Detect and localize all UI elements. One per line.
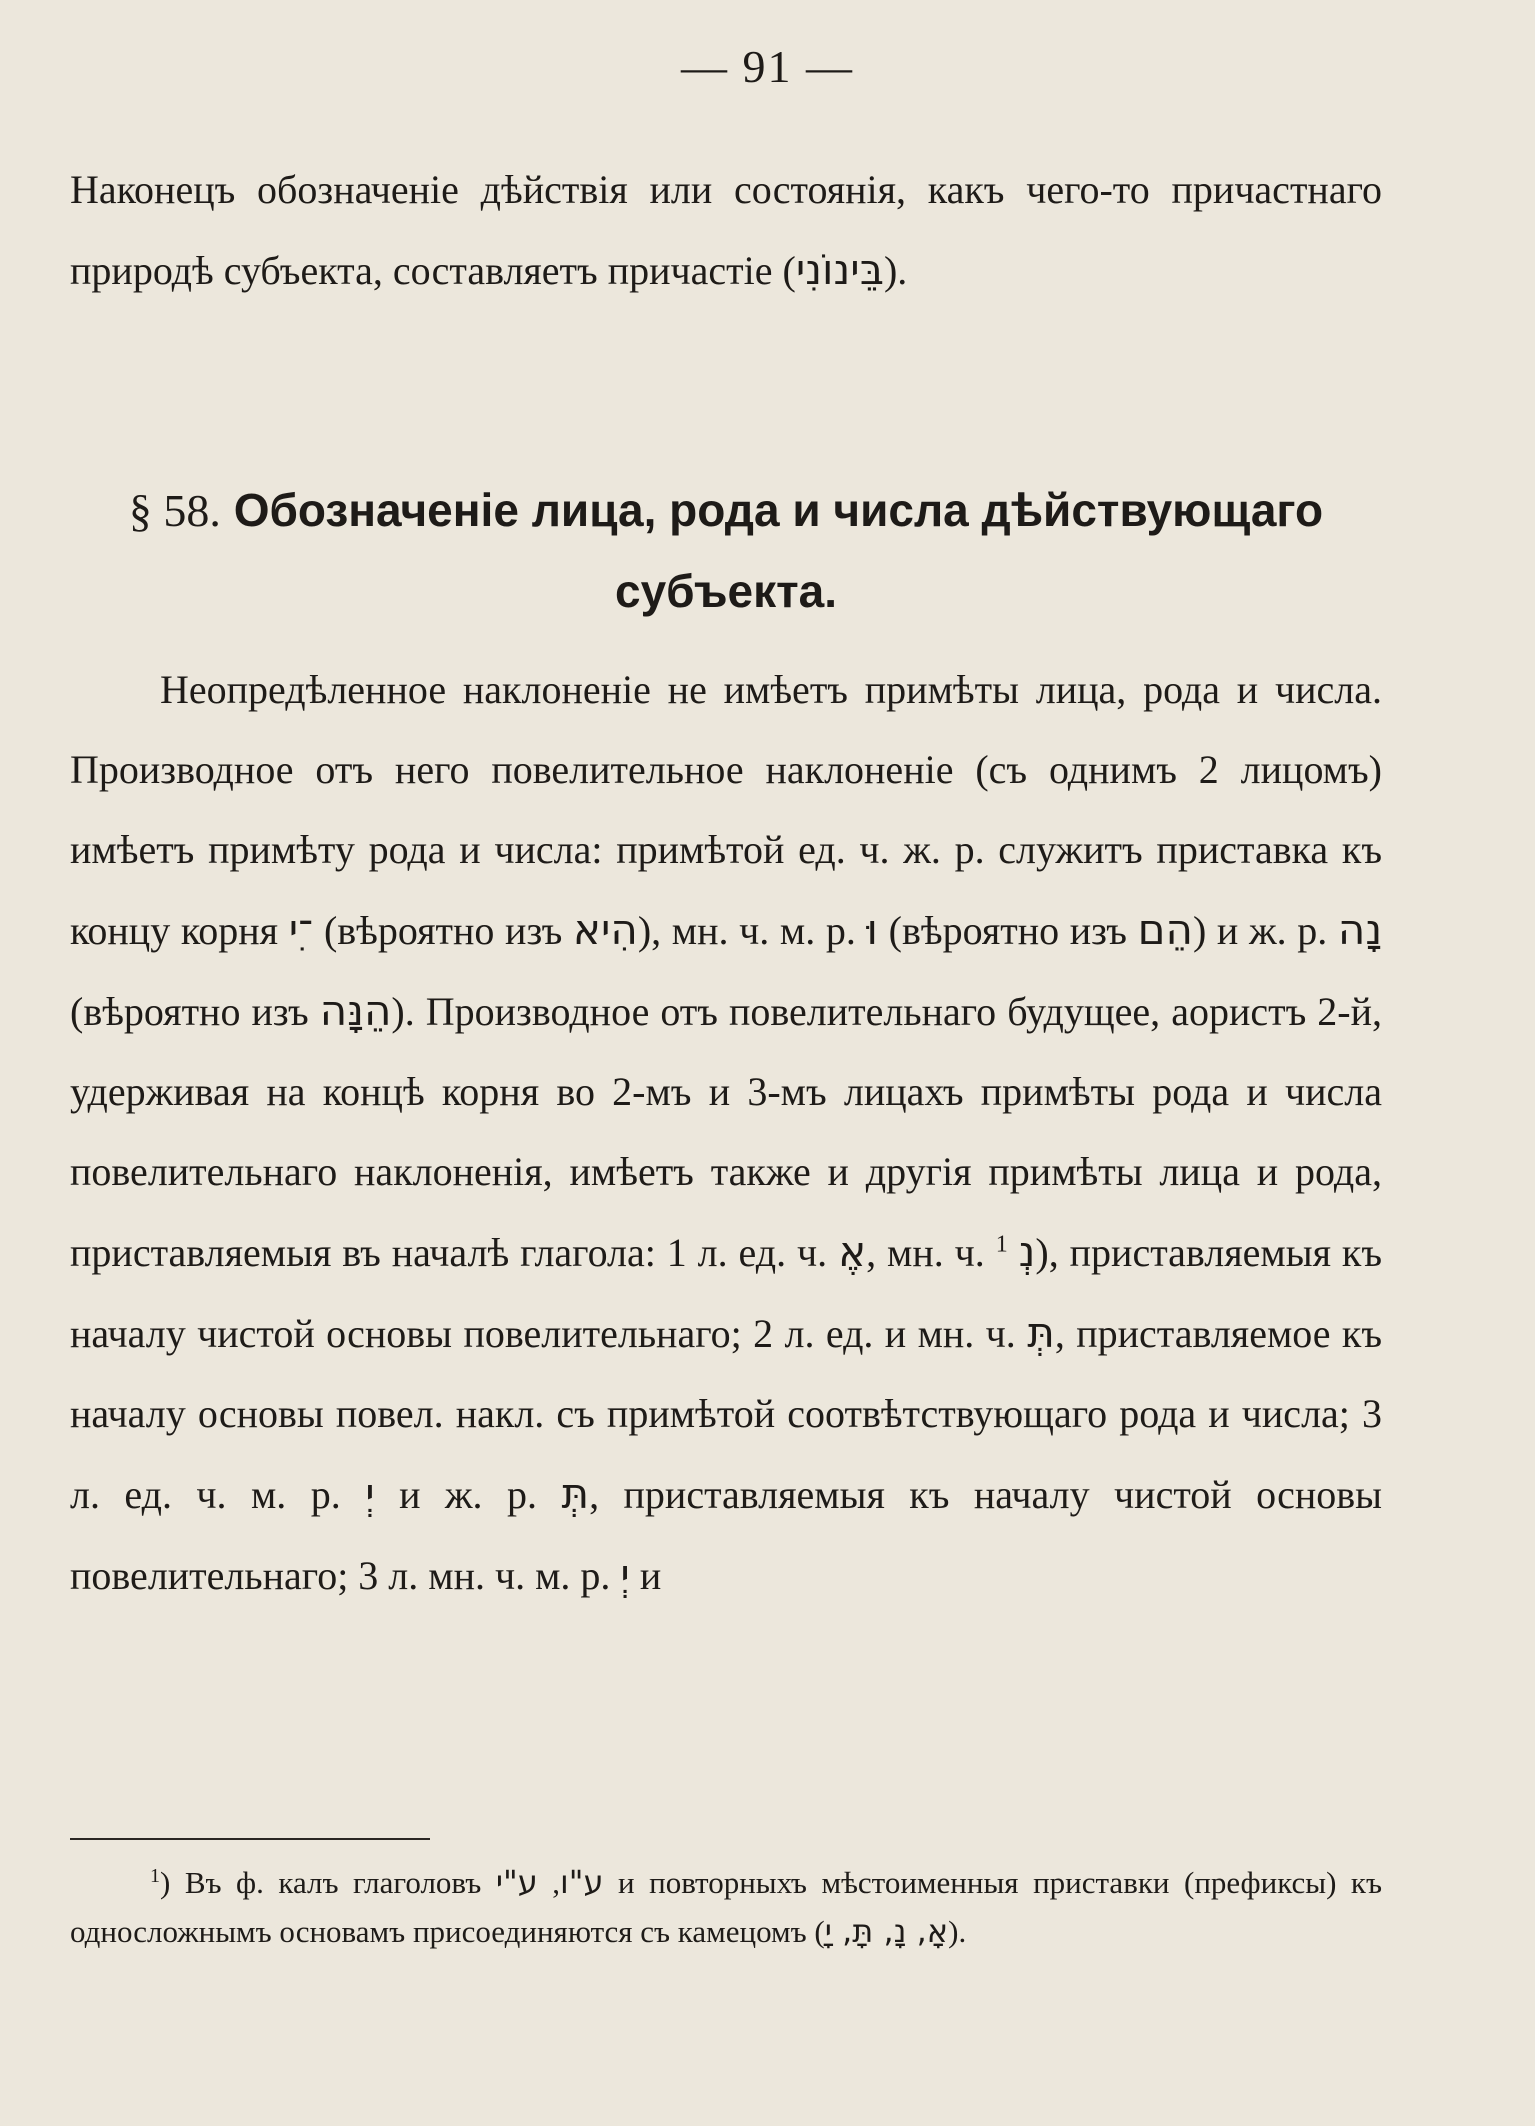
page-number: — 91 — [681, 41, 854, 92]
footnote-separator: , [552, 1865, 561, 1900]
hebrew-prefixes: אָ, נָ, תָּ, יָ [824, 1912, 949, 1950]
hebrew-word: הֵם [1137, 905, 1193, 954]
hebrew-suffix: נָה [1337, 905, 1383, 954]
paragraph-text: (вѣроятно изъ [888, 908, 1127, 953]
paragraph-text: и ж. р. [399, 1472, 537, 1517]
section-heading [70, 470, 1382, 631]
footnote-divider [70, 1838, 430, 1840]
footnote-text-end: ). [948, 1914, 967, 1949]
section-number: § 58. [128, 485, 221, 536]
main-paragraph [70, 650, 1382, 1616]
hebrew-prefix: תְּ [561, 1469, 590, 1518]
paragraph-text: ). Производное отъ повелительнаго будущее, аористъ 2-й, удерживая на концѣ корня во 2-мъ и 3-мъ лицахъ примѣты рода и числа повелительнаго наклоненія, имѣетъ также и другія примѣты лица и рода, приставляемыя въ началѣ глагола: 1 л. ед. ч. [70, 989, 1383, 1275]
hebrew-word: הֵנָּה [319, 986, 392, 1035]
hebrew-suffix: ִ־י [288, 905, 314, 954]
intro-paragraph [70, 150, 1382, 311]
hebrew-word: הִיא [572, 905, 638, 954]
footnote-reference[interactable]: 1 [995, 1231, 1008, 1258]
intro-text: Наконецъ обозначеніе дѣйствія или состоянія, какъ чего-то причастнаго природѣ субъекта, составляетъ причастіе ( [70, 167, 1382, 293]
paragraph-text: ), приставляемыя къ началу чистой основы повелительнаго; 2 л. ед. и мн. ч. [70, 1230, 1383, 1356]
footnote-text: Въ ф. калъ глаголовъ [184, 1865, 482, 1900]
hebrew-prefix: נְ [1018, 1227, 1036, 1276]
hebrew-prefix: יְ [620, 1550, 630, 1599]
paragraph-text: , приставляемое къ началу основы повел. накл. съ примѣтой соотвѣтствующаго рода и числа; 3 л. ед. ч. м. р. [70, 1311, 1383, 1517]
paragraph-text: и [639, 1553, 662, 1598]
paragraph-text: (вѣроятно изъ [70, 989, 309, 1034]
hebrew-prefix: יְ [365, 1469, 375, 1518]
hebrew-prefix: תְּ [1027, 1308, 1055, 1357]
footnote-mark: 1 [150, 1864, 160, 1887]
paragraph-text: , мн. ч. [866, 1230, 985, 1275]
hebrew-abbrev: ע"י [495, 1863, 538, 1901]
paragraph-text: , приставляемыя къ началу чистой основы повелительнаго; 3 л. мн. ч. м. р. [70, 1472, 1383, 1598]
hebrew-abbrev: ע"ו [560, 1863, 604, 1901]
footnote: $^1$) Въ ф. калъ глаголовъ ע"ו, ע"י и повторныхъ мѣстоименныя приставки (префиксы) къ односложнымъ основамъ присоединяются съ камецомъ (אָ, נָ, תָּ, יָ). [70, 1863, 1383, 1950]
paragraph-text: (вѣроятно изъ [323, 908, 563, 953]
section-title: Обозначеніе лица, рода и числа дѣйствующаго субъекта. [233, 484, 1324, 617]
hebrew-prefix: אֶ [838, 1227, 867, 1276]
paragraph-text: Неопредѣленное наклоненіе не имѣетъ примѣты лица, рода и числа. Производное отъ него повелительное наклоненіе (съ однимъ 2 лицомъ) имѣетъ примѣту рода и числа: примѣтой ед. ч. ж. р. служитъ приставка къ концу корня [70, 667, 1382, 953]
hebrew-suffix: וּ [866, 905, 878, 954]
paragraph-text: ) и ж. р. [1192, 908, 1328, 953]
footnote-text: и повторныхъ мѣстоименныя приставки (префиксы) къ односложнымъ основамъ присоединяются съ камецомъ ( [70, 1865, 1383, 1949]
paragraph-text: ), мн. ч. м. р. [637, 908, 856, 953]
hebrew-word: בֵּינוֹנִי [795, 245, 884, 294]
intro-text-end: ). [883, 248, 908, 293]
